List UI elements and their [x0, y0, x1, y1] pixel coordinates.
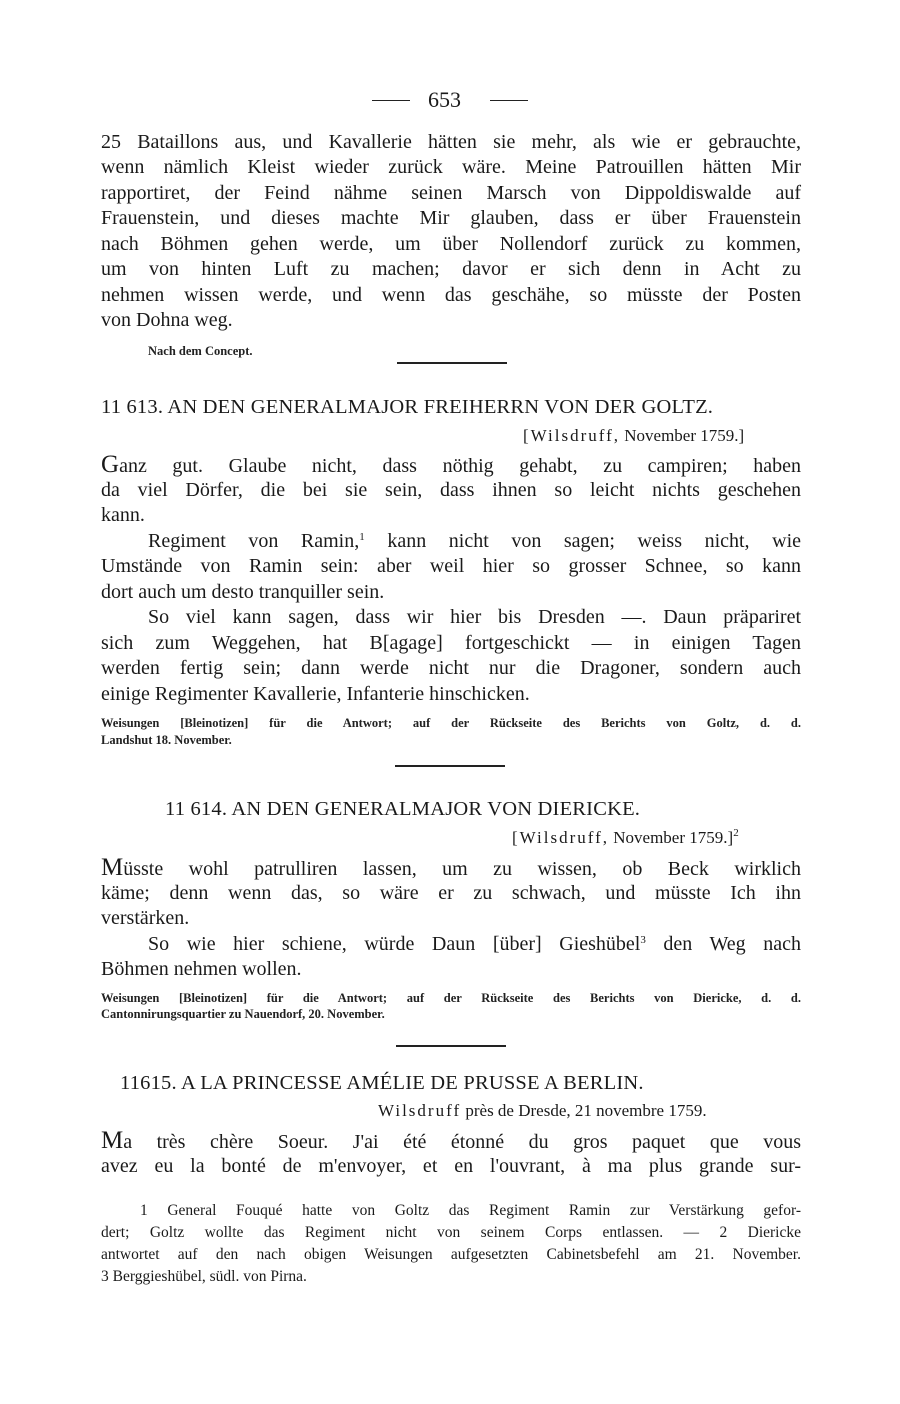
dateline-place: [Wilsdruff, [512, 828, 610, 847]
footnote-line: 1 General Fouqué hatte von Goltz das Regiment Ramin zur Verstärkung gefor- [140, 1202, 801, 1219]
dateline-11615 [378, 1100, 707, 1122]
footnote-ref: 2 [733, 827, 739, 839]
footnote-line: 3 Berggieshübel, südl. von Pirna. [101, 1268, 307, 1285]
text-line: avez eu la bonté de m'envoyer, et en l'ouvrant, à ma plus grande sur- [101, 1155, 801, 1177]
text-line: dort auch um desto tranquiller sein. [101, 581, 385, 603]
dateline-date: November 1759.] [624, 426, 745, 445]
text-line [148, 932, 801, 957]
first-line-text: a très chère Soeur. J'ai été étonné du gros paquet que vous [123, 1131, 801, 1153]
text-line: um von hinten Luft zu machen; davor er sich denn in Acht zu [101, 258, 801, 280]
dateline-place: [Wilsdruff, [523, 426, 621, 445]
text-line: Umstände von Ramin sein: aber weil hier so grosser Schnee, so kann [101, 555, 801, 577]
drop-cap: G [101, 451, 120, 478]
text-line [101, 1128, 801, 1153]
dateline-date: près de Dresde, 21 novembre 1759. [465, 1101, 707, 1120]
page-number: 653 [428, 87, 461, 112]
text-line: kann. [101, 504, 145, 526]
text-line [101, 855, 801, 880]
footnote-ref: 3 [640, 934, 646, 946]
header-dash-left [372, 100, 410, 101]
letter-heading-11615: 11615. A LA PRINCESSE AMÉLIE DE PRUSSE A BERLIN. [120, 1072, 644, 1094]
header-dash-right [490, 100, 528, 101]
text-line: 25 Bataillons aus, und Kavallerie hätten sie mehr, als wie er gebrauchte, [101, 131, 801, 153]
section-divider [395, 765, 505, 767]
dateline-11614 [512, 827, 739, 849]
text-line: nach Böhmen gehen werde, um über Nollendorf zurück zu kommen, [101, 233, 801, 255]
source-note: Landshut 18. November. [101, 733, 232, 747]
text-line: wenn nämlich Kleist wieder zurück wäre. Meine Patrouillen hätten Mir [101, 156, 801, 178]
section-divider [396, 1045, 506, 1047]
source-note: Cantonnirungsquartier zu Nauendorf, 20. November. [101, 1007, 385, 1021]
source-note: Nach dem Concept. [148, 344, 253, 358]
source-note: Weisungen [Bleinotizen] für die Antwort; auf der Rückseite des Berichts von Diericke, d. d. [101, 991, 801, 1005]
first-line-text: üsste wohl patrulliren lassen, um zu wissen, ob Beck wirklich [123, 858, 801, 880]
footnote-line: dert; Goltz wollte das Regiment nicht von seinem Corps entlassen. — 2 Diericke [101, 1224, 801, 1241]
text-line: sich zum Weggehen, hat B[agage] fortgeschickt — in einigen Tagen [101, 632, 801, 654]
text-line: Böhmen nehmen wollen. [101, 958, 302, 980]
text-segment: Regiment von Ramin, [148, 530, 360, 552]
text-line: Frauenstein, und dieses machte Mir glauben, dass er über Frauenstein [101, 207, 801, 229]
dateline-date: November 1759.] [613, 828, 734, 847]
first-line-text: anz gut. Glaube nicht, dass nöthig gehabt, zu campiren; haben [119, 455, 801, 477]
text-segment: den Weg nach [663, 933, 801, 955]
text-line: von Dohna weg. [101, 309, 233, 331]
text-line: So viel kann sagen, dass wir hier bis Dresden —. Daun präpariret [148, 606, 801, 628]
text-line: werden fertig sein; dann werde nicht nur die Dragoner, sondern auch [101, 657, 801, 679]
text-line: rapportiret, der Feind nähme seinen Marsch von Dippoldiswalde auf [101, 182, 801, 204]
letter-heading-11614: 11 614. AN DEN GENERALMAJOR VON DIERICKE. [165, 798, 641, 820]
drop-cap: M [101, 854, 124, 881]
text-line [101, 452, 801, 477]
text-segment: kann nicht von sagen; weiss nicht, wie [387, 530, 802, 552]
text-line: da viel Dörfer, die bei sie sein, dass ihnen so leicht nichts geschehen [101, 479, 801, 501]
dateline-place: Wilsdruff [378, 1101, 462, 1120]
text-line: käme; denn wenn das, so wäre er zu schwach, und müsste Ich ihn [101, 882, 801, 904]
dateline-11613 [523, 425, 744, 447]
section-divider [397, 362, 507, 364]
text-line: verstärken. [101, 907, 190, 929]
text-line: einige Regimenter Kavallerie, Infanterie hinschicken. [101, 683, 530, 705]
letter-heading-11613: 11 613. AN DEN GENERALMAJOR FREIHERRN VON DER GOLTZ. [101, 396, 714, 418]
text-line: nehmen wissen werde, und wenn das geschähe, so müsste der Posten [101, 284, 801, 306]
source-note: Weisungen [Bleinotizen] für die Antwort; auf der Rückseite des Berichts von Goltz, d. d. [101, 716, 801, 730]
footnote-ref: 1 [359, 531, 365, 543]
text-line [148, 529, 801, 554]
footnote-line: antwortet auf den nach obigen Weisungen aufgesetzten Cabinetsbefehl am 21. November. [101, 1246, 801, 1263]
text-segment: So wie hier schiene, würde Daun [über] Gieshübel [148, 933, 641, 955]
drop-cap: M [101, 1127, 124, 1154]
